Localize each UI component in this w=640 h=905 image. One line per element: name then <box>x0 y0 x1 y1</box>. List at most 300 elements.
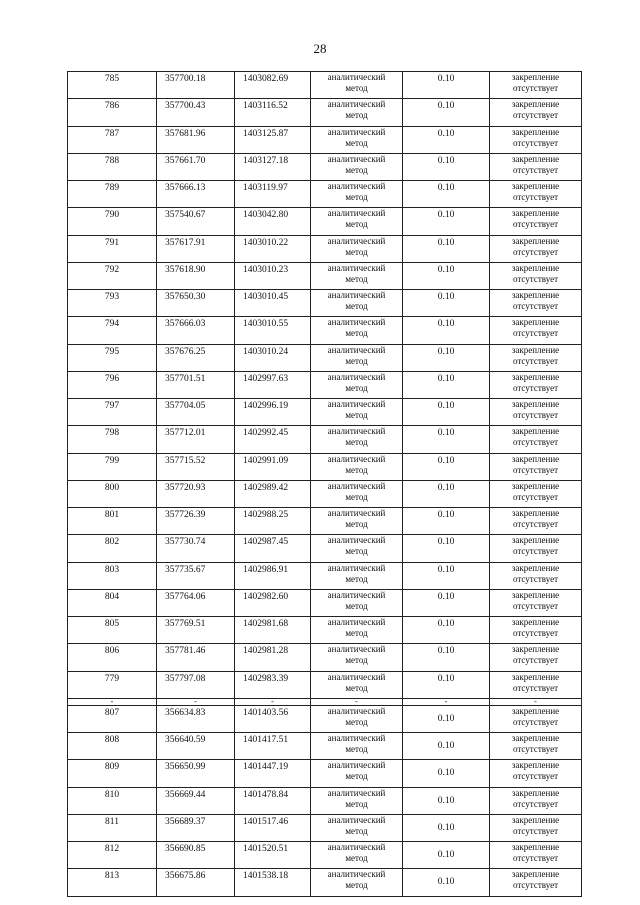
method-line-2: метод <box>345 519 368 529</box>
fixation-line-2: отсутствует <box>512 219 559 230</box>
gap-cell: - <box>403 698 490 705</box>
fixation-line-2: отсутствует <box>512 628 559 638</box>
table-row <box>68 290 582 317</box>
fixation-cell <box>490 290 582 317</box>
accuracy-cell: 0.10 <box>403 787 490 814</box>
method-cell <box>311 869 403 896</box>
page-number: 28 <box>313 41 327 56</box>
method-line-2: метод <box>345 600 368 611</box>
fixation-line-2: отсутствует <box>512 164 559 175</box>
method-cell <box>311 733 403 760</box>
table-row <box>68 235 582 262</box>
accuracy-cell: 0.10 <box>403 99 490 126</box>
method-line-1: аналитический <box>327 671 386 682</box>
fixation-cell <box>490 371 582 398</box>
fixation-line-2: отсутствует <box>512 382 559 393</box>
x-coordinate-cell: 357797.08 <box>157 671 235 698</box>
accuracy-cell: 0.10 <box>403 760 490 787</box>
fixation-cell <box>490 399 582 426</box>
table-row <box>68 869 582 896</box>
table-body-gap <box>68 698 582 705</box>
fixation-line-2: отсутствует <box>512 137 559 148</box>
x-coordinate-cell: 356689.37 <box>157 814 235 841</box>
point-number-cell: 806 <box>68 644 157 671</box>
fixation-line-1: закрепление <box>511 126 560 137</box>
x-coordinate-cell: 357769.51 <box>157 617 235 644</box>
y-coordinate-cell: 1403042.80 <box>235 208 311 235</box>
method-line-1: аналитический <box>327 399 386 409</box>
point-number-cell: 800 <box>68 480 157 507</box>
accuracy-cell: 0.10 <box>403 181 490 208</box>
x-coordinate-cell: 357666.03 <box>157 317 235 344</box>
accuracy-cell: 0.10 <box>403 644 490 671</box>
point-number-cell: 812 <box>68 842 157 869</box>
fixation-line-2: отсутствует <box>512 655 559 666</box>
method-line-1: аналитический <box>327 344 386 355</box>
fixation-cell <box>490 787 582 814</box>
fixation-line-1: закрепление <box>511 208 560 219</box>
accuracy-cell: 0.10 <box>403 814 490 841</box>
method-line-2: метод <box>345 410 368 420</box>
x-coordinate-cell: 357618.90 <box>157 262 235 289</box>
table-row <box>68 453 582 480</box>
method-line-2: метод <box>345 682 368 693</box>
fixation-line-1: закрепление <box>511 562 560 573</box>
method-line-2: метод <box>345 355 368 366</box>
method-cell <box>311 671 403 698</box>
fixation-line-1: закрепление <box>511 453 560 464</box>
fixation-cell <box>490 842 582 869</box>
fixation-cell <box>490 453 582 480</box>
accuracy-cell: 0.10 <box>403 399 490 426</box>
fixation-cell <box>490 235 582 262</box>
method-line-1: аналитический <box>327 208 386 219</box>
x-coordinate-cell: 356640.59 <box>157 733 235 760</box>
fixation-line-1: закрепление <box>511 644 560 655</box>
x-coordinate-cell: 357712.01 <box>157 426 235 453</box>
fixation-cell <box>490 508 582 535</box>
fixation-cell <box>490 181 582 208</box>
method-line-1: аналитический <box>327 426 386 437</box>
y-coordinate-cell: 1401417.51 <box>235 733 311 760</box>
fixation-cell <box>490 126 582 153</box>
fixation-line-2: отсутствует <box>512 437 559 448</box>
table-row <box>68 72 582 99</box>
fixation-line-1: закрепление <box>511 371 560 382</box>
table-row <box>68 589 582 616</box>
fixation-cell <box>490 644 582 671</box>
fixation-cell <box>490 72 582 99</box>
fixation-line-1: закрепление <box>511 787 560 798</box>
fixation-line-1: закрепление <box>511 617 560 627</box>
method-line-2: метод <box>345 546 368 557</box>
gap-row <box>68 698 582 705</box>
point-number-cell: 798 <box>68 426 157 453</box>
accuracy-cell: 0.10 <box>403 290 490 317</box>
method-line-2: метод <box>345 83 368 93</box>
y-coordinate-cell: 1402992.45 <box>235 426 311 453</box>
fixation-line-1: закрепление <box>511 262 560 273</box>
fixation-cell <box>490 344 582 371</box>
point-number-cell: 799 <box>68 453 157 480</box>
method-line-2: метод <box>345 880 368 891</box>
method-line-1: аналитический <box>327 153 386 164</box>
method-line-2: метод <box>345 771 368 782</box>
fixation-line-1: закрепление <box>511 760 560 771</box>
accuracy-cell: 0.10 <box>403 842 490 869</box>
method-line-2: метод <box>345 628 368 638</box>
table-row <box>68 371 582 398</box>
method-line-1: аналитический <box>327 617 386 627</box>
fixation-line-2: отсутствует <box>512 853 559 863</box>
method-cell <box>311 99 403 126</box>
fixation-line-1: закрепление <box>511 72 560 82</box>
fixation-line-2: отсутствует <box>512 716 559 727</box>
method-line-2: метод <box>345 825 368 836</box>
fixation-line-1: закрепление <box>511 705 560 716</box>
point-number-cell: 809 <box>68 760 157 787</box>
method-cell <box>311 535 403 562</box>
method-line-1: аналитический <box>327 317 386 328</box>
accuracy-cell: 0.10 <box>403 705 490 732</box>
y-coordinate-cell: 1401447.19 <box>235 760 311 787</box>
table-row <box>68 344 582 371</box>
method-cell <box>311 453 403 480</box>
fixation-line-2: отсутствует <box>512 825 559 836</box>
fixation-line-2: отсутствует <box>512 83 559 93</box>
method-line-1: аналитический <box>327 508 386 518</box>
method-line-1: аналитический <box>327 72 386 82</box>
point-number-cell: 796 <box>68 371 157 398</box>
fixation-cell <box>490 480 582 507</box>
x-coordinate-cell: 356634.83 <box>157 705 235 732</box>
x-coordinate-cell: 357666.13 <box>157 181 235 208</box>
x-coordinate-cell: 357781.46 <box>157 644 235 671</box>
x-coordinate-cell: 357720.93 <box>157 480 235 507</box>
fixation-line-2: отсутствует <box>512 771 559 782</box>
method-line-2: метод <box>345 491 368 502</box>
coordinates-table <box>67 71 582 897</box>
point-number-cell: 811 <box>68 814 157 841</box>
method-cell <box>311 562 403 589</box>
accuracy-cell: 0.10 <box>403 235 490 262</box>
gap-cell: - <box>68 698 157 705</box>
fixation-line-1: закрепление <box>511 508 560 518</box>
y-coordinate-cell: 1402988.25 <box>235 508 311 535</box>
table-row <box>68 153 582 180</box>
method-cell <box>311 426 403 453</box>
x-coordinate-cell: 357650.30 <box>157 290 235 317</box>
fixation-line-1: закрепление <box>511 317 560 328</box>
fixation-line-1: закрепление <box>511 426 560 437</box>
table-row <box>68 842 582 869</box>
table-row <box>68 399 582 426</box>
y-coordinate-cell: 1403082.69 <box>235 72 311 99</box>
y-coordinate-cell: 1403127.18 <box>235 153 311 180</box>
point-number-cell: 787 <box>68 126 157 153</box>
fixation-line-2: отсутствует <box>512 546 559 557</box>
accuracy-cell: 0.10 <box>403 72 490 99</box>
point-number-cell: 803 <box>68 562 157 589</box>
fixation-cell <box>490 153 582 180</box>
method-line-1: аналитический <box>327 126 386 137</box>
method-line-1: аналитический <box>327 181 386 191</box>
method-cell <box>311 508 403 535</box>
x-coordinate-cell: 357704.05 <box>157 399 235 426</box>
method-line-2: метод <box>345 437 368 448</box>
fixation-line-1: закрепление <box>511 153 560 164</box>
method-line-2: метод <box>345 273 368 284</box>
x-coordinate-cell: 356669.44 <box>157 787 235 814</box>
method-line-1: аналитический <box>327 562 386 573</box>
fixation-cell <box>490 99 582 126</box>
table-row <box>68 508 582 535</box>
table-row <box>68 644 582 671</box>
method-line-1: аналитический <box>327 589 386 600</box>
x-coordinate-cell: 356650.99 <box>157 760 235 787</box>
accuracy-cell: 0.10 <box>403 262 490 289</box>
method-line-1: аналитический <box>327 733 386 743</box>
fixation-line-1: закрепление <box>511 344 560 355</box>
fixation-cell <box>490 671 582 698</box>
method-line-1: аналитический <box>327 787 386 798</box>
method-cell <box>311 842 403 869</box>
x-coordinate-cell: 357700.18 <box>157 72 235 99</box>
method-cell <box>311 153 403 180</box>
x-coordinate-cell: 357700.43 <box>157 99 235 126</box>
x-coordinate-cell: 357735.67 <box>157 562 235 589</box>
method-line-1: аналитический <box>327 371 386 382</box>
fixation-cell <box>490 426 582 453</box>
point-number-cell: 795 <box>68 344 157 371</box>
method-line-2: метод <box>345 246 368 257</box>
method-cell <box>311 262 403 289</box>
y-coordinate-cell: 1402997.63 <box>235 371 311 398</box>
method-line-1: аналитический <box>327 99 386 110</box>
method-line-2: метод <box>345 573 368 584</box>
x-coordinate-cell: 356675.86 <box>157 869 235 896</box>
point-number-cell: 797 <box>68 399 157 426</box>
fixation-line-2: отсутствует <box>512 464 559 475</box>
method-cell <box>311 617 403 644</box>
table-row <box>68 426 582 453</box>
method-line-2: метод <box>345 164 368 175</box>
accuracy-cell: 0.10 <box>403 671 490 698</box>
table-row <box>68 705 582 732</box>
method-cell <box>311 181 403 208</box>
y-coordinate-cell: 1403119.97 <box>235 181 311 208</box>
fixation-line-1: закрепление <box>511 869 560 880</box>
method-line-2: метод <box>345 382 368 393</box>
x-coordinate-cell: 357701.51 <box>157 371 235 398</box>
y-coordinate-cell: 1401520.51 <box>235 842 311 869</box>
table-row <box>68 787 582 814</box>
point-number-cell: 789 <box>68 181 157 208</box>
y-coordinate-cell: 1402982.60 <box>235 589 311 616</box>
table-row <box>68 733 582 760</box>
accuracy-cell: 0.10 <box>403 126 490 153</box>
gap-cell: - <box>311 698 403 705</box>
table-row <box>68 126 582 153</box>
point-number-cell: 785 <box>68 72 157 99</box>
fixation-cell <box>490 317 582 344</box>
table-row <box>68 208 582 235</box>
method-line-2: метод <box>345 853 368 863</box>
table-row <box>68 262 582 289</box>
point-number-cell: 813 <box>68 869 157 896</box>
method-line-1: аналитический <box>327 262 386 273</box>
fixation-line-1: закрепление <box>511 290 560 300</box>
method-line-1: аналитический <box>327 760 386 771</box>
y-coordinate-cell: 1401478.84 <box>235 787 311 814</box>
y-coordinate-cell: 1403125.87 <box>235 126 311 153</box>
method-cell <box>311 126 403 153</box>
fixation-line-2: отсутствует <box>512 880 559 891</box>
method-cell <box>311 760 403 787</box>
x-coordinate-cell: 357726.39 <box>157 508 235 535</box>
accuracy-cell: 0.10 <box>403 453 490 480</box>
y-coordinate-cell: 1403116.52 <box>235 99 311 126</box>
point-number-cell: 802 <box>68 535 157 562</box>
y-coordinate-cell: 1402987.45 <box>235 535 311 562</box>
point-number-cell: 805 <box>68 617 157 644</box>
table-row <box>68 535 582 562</box>
point-number-cell: 810 <box>68 787 157 814</box>
x-coordinate-cell: 357730.74 <box>157 535 235 562</box>
accuracy-cell: 0.10 <box>403 589 490 616</box>
fixation-cell <box>490 262 582 289</box>
fixation-line-2: отсутствует <box>512 301 559 311</box>
point-number-cell: 793 <box>68 290 157 317</box>
fixation-cell <box>490 535 582 562</box>
fixation-line-1: закрепление <box>511 480 560 491</box>
fixation-line-1: закрепление <box>511 589 560 600</box>
method-line-1: аналитический <box>327 644 386 655</box>
fixation-line-1: закрепление <box>511 842 560 852</box>
method-line-2: метод <box>345 798 368 809</box>
fixation-line-1: закрепление <box>511 181 560 191</box>
method-line-2: метод <box>345 192 368 202</box>
y-coordinate-cell: 1402989.42 <box>235 480 311 507</box>
method-cell <box>311 814 403 841</box>
point-number-cell: 779 <box>68 671 157 698</box>
fixation-line-1: закрепление <box>511 235 560 246</box>
point-number-cell: 788 <box>68 153 157 180</box>
table-body-top <box>68 72 582 699</box>
method-line-2: метод <box>345 464 368 475</box>
method-cell <box>311 317 403 344</box>
point-number-cell: 792 <box>68 262 157 289</box>
point-number-cell: 794 <box>68 317 157 344</box>
method-cell <box>311 72 403 99</box>
method-line-2: метод <box>345 110 368 121</box>
fixation-line-2: отсутствует <box>512 600 559 611</box>
fixation-line-2: отсутствует <box>512 798 559 809</box>
method-cell <box>311 290 403 317</box>
y-coordinate-cell: 1402986.91 <box>235 562 311 589</box>
y-coordinate-cell: 1401403.56 <box>235 705 311 732</box>
method-cell <box>311 705 403 732</box>
x-coordinate-cell: 357661.70 <box>157 153 235 180</box>
accuracy-cell: 0.10 <box>403 426 490 453</box>
fixation-line-2: отсутствует <box>512 328 559 339</box>
point-number-cell: 790 <box>68 208 157 235</box>
fixation-line-2: отсутствует <box>512 246 559 257</box>
accuracy-cell: 0.10 <box>403 153 490 180</box>
fixation-line-2: отсутствует <box>512 355 559 366</box>
point-number-cell: 808 <box>68 733 157 760</box>
table-row <box>68 181 582 208</box>
fixation-line-2: отсутствует <box>512 110 559 121</box>
fixation-cell <box>490 617 582 644</box>
method-line-2: метод <box>345 655 368 666</box>
y-coordinate-cell: 1402983.39 <box>235 671 311 698</box>
table-row <box>68 99 582 126</box>
fixation-line-2: отсутствует <box>512 410 559 420</box>
y-coordinate-cell: 1403010.55 <box>235 317 311 344</box>
y-coordinate-cell: 1402981.68 <box>235 617 311 644</box>
method-line-1: аналитический <box>327 535 386 546</box>
method-line-2: метод <box>345 137 368 148</box>
x-coordinate-cell: 357617.91 <box>157 235 235 262</box>
table-row <box>68 617 582 644</box>
accuracy-cell: 0.10 <box>403 617 490 644</box>
fixation-line-2: отсутствует <box>512 573 559 584</box>
method-cell <box>311 589 403 616</box>
method-cell <box>311 344 403 371</box>
fixation-cell <box>490 705 582 732</box>
gap-cell: - <box>490 698 582 705</box>
y-coordinate-cell: 1403010.45 <box>235 290 311 317</box>
method-cell <box>311 787 403 814</box>
accuracy-cell: 0.10 <box>403 562 490 589</box>
accuracy-cell: 0.10 <box>403 535 490 562</box>
x-coordinate-cell: 356690.85 <box>157 842 235 869</box>
fixation-line-2: отсутствует <box>512 519 559 529</box>
x-coordinate-cell: 357676.25 <box>157 344 235 371</box>
method-line-2: метод <box>345 301 368 311</box>
gap-cell: - <box>157 698 235 705</box>
fixation-line-2: отсутствует <box>512 682 559 693</box>
y-coordinate-cell: 1402996.19 <box>235 399 311 426</box>
accuracy-cell: 0.10 <box>403 344 490 371</box>
fixation-line-2: отсутствует <box>512 192 559 202</box>
fixation-line-2: отсутствует <box>512 273 559 284</box>
method-cell <box>311 480 403 507</box>
fixation-cell <box>490 208 582 235</box>
accuracy-cell: 0.10 <box>403 733 490 760</box>
method-line-1: аналитический <box>327 869 386 880</box>
gap-cell: - <box>235 698 311 705</box>
fixation-line-1: закрепление <box>511 671 560 682</box>
method-cell <box>311 399 403 426</box>
fixation-cell <box>490 589 582 616</box>
method-line-1: аналитический <box>327 480 386 491</box>
method-cell <box>311 644 403 671</box>
fixation-line-1: закрепление <box>511 814 560 825</box>
fixation-cell <box>490 760 582 787</box>
y-coordinate-cell: 1402991.09 <box>235 453 311 480</box>
x-coordinate-cell: 357764.06 <box>157 589 235 616</box>
table-row <box>68 562 582 589</box>
fixation-cell <box>490 814 582 841</box>
fixation-line-2: отсутствует <box>512 744 559 754</box>
method-line-1: аналитический <box>327 814 386 825</box>
x-coordinate-cell: 357540.67 <box>157 208 235 235</box>
fixation-cell <box>490 869 582 896</box>
table-row <box>68 814 582 841</box>
table-row <box>68 671 582 698</box>
